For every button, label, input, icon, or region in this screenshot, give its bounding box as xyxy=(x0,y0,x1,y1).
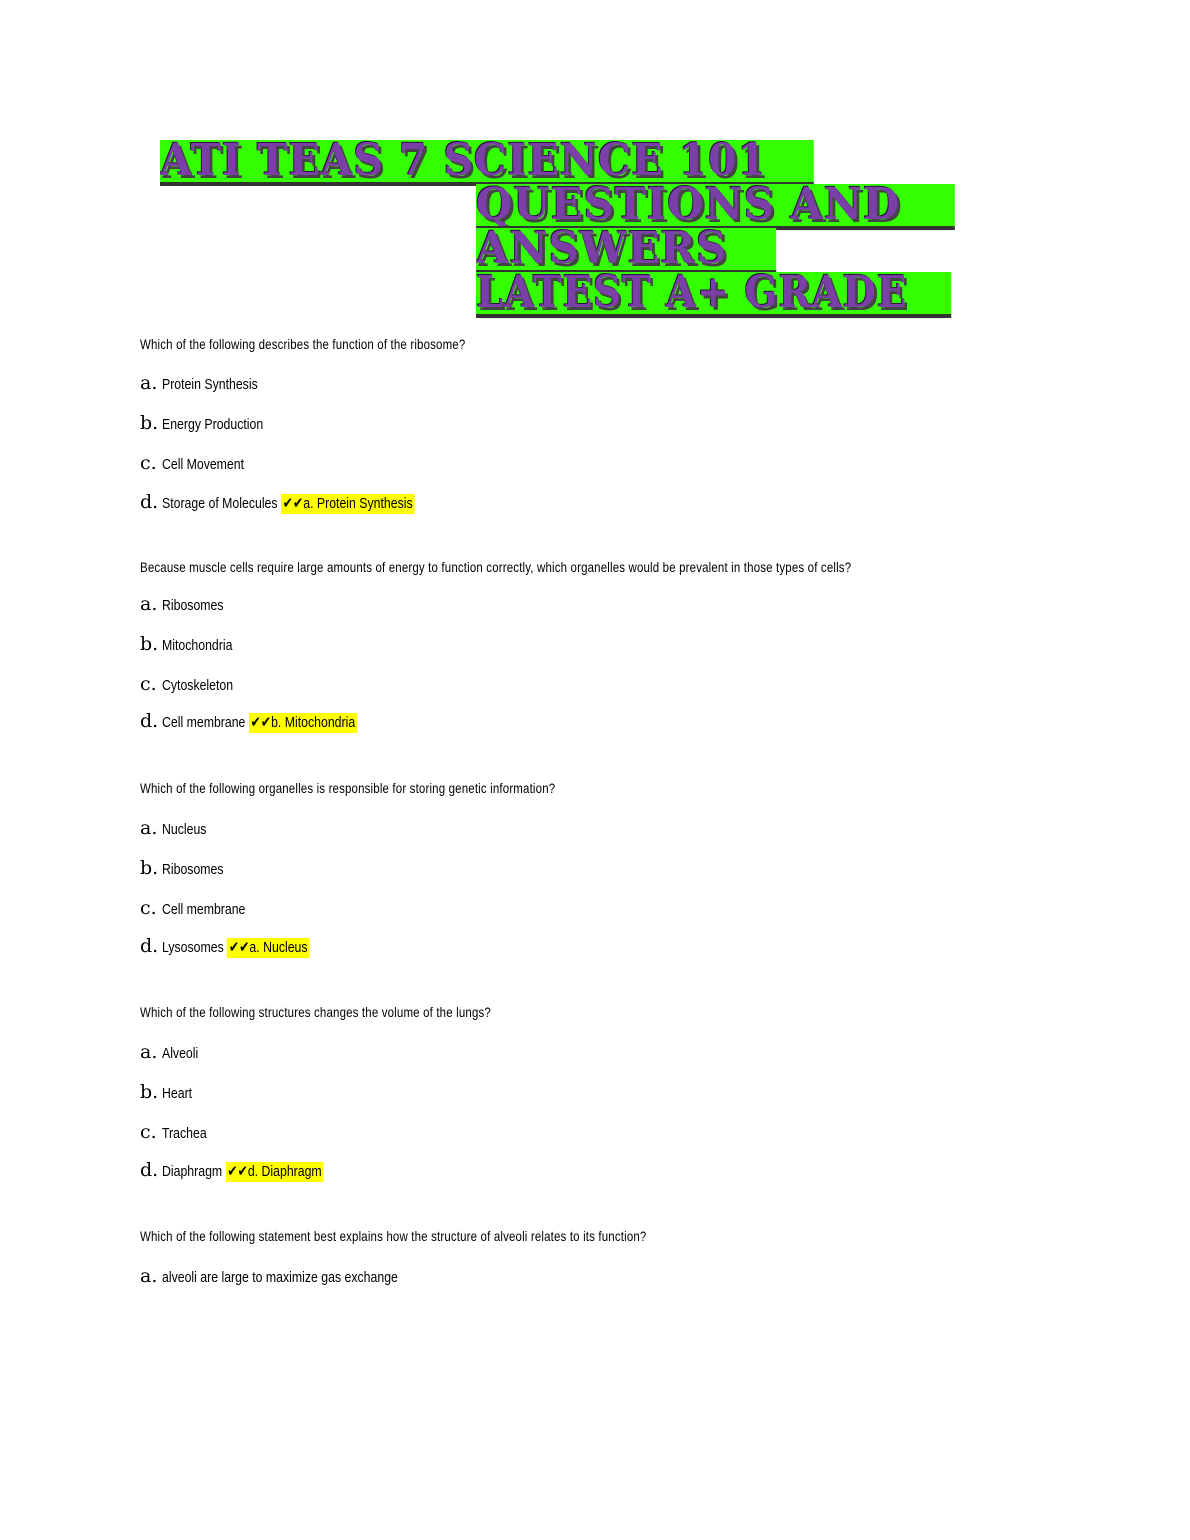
answer-highlight: ✔✔d. Diaphragm xyxy=(227,1163,322,1180)
option-text: Nucleus xyxy=(162,821,207,838)
question-4-option-d xyxy=(140,1159,359,1181)
option-text xyxy=(162,938,309,956)
question-2-option-a xyxy=(140,593,237,615)
option-text: Heart xyxy=(162,1085,193,1102)
question-4-option-c xyxy=(140,1121,216,1143)
option-text: Protein Synthesis xyxy=(162,376,258,393)
title-line-1: ATI TEAS 7 SCIENCE 101 xyxy=(160,140,814,186)
question-3-option-a xyxy=(140,817,216,839)
option-letter: a. xyxy=(140,372,158,394)
option-letter: d. xyxy=(140,1159,159,1181)
question-2-option-b xyxy=(140,633,248,655)
option-text: alveoli are large to maximize gas exchange xyxy=(162,1269,398,1286)
question-2-option-d xyxy=(140,710,400,732)
title-line-3: ANSWERS xyxy=(476,228,776,274)
option-letter: c. xyxy=(140,1121,157,1143)
question-3-option-c xyxy=(140,897,264,919)
option-letter: b. xyxy=(140,857,159,879)
option-text: Cytoskeleton xyxy=(162,677,234,694)
question-1-option-a xyxy=(140,372,279,394)
option-letter: a. xyxy=(140,817,158,839)
option-letter: a. xyxy=(140,1041,158,1063)
option-text: Ribosomes xyxy=(162,861,224,878)
option-letter: d. xyxy=(140,935,159,957)
question-3-option-d xyxy=(140,935,342,957)
question-1: Which of the following describes the function of the ribosome? xyxy=(140,336,466,352)
option-text: Trachea xyxy=(162,1125,207,1142)
option-letter: b. xyxy=(140,1081,159,1103)
question-1-option-b xyxy=(140,412,285,434)
question-4: Which of the following structures changes the volume of the lungs? xyxy=(140,1004,491,1020)
option-text: Cell membrane xyxy=(162,901,246,918)
option-text: Energy Production xyxy=(162,416,264,433)
option-letter: a. xyxy=(140,593,158,615)
option-letter: a. xyxy=(140,1265,158,1287)
question-3: Which of the following organelles is responsible for storing genetic information? xyxy=(140,780,556,796)
option-letter: c. xyxy=(140,673,157,695)
option-text: Cell Movement xyxy=(162,456,245,473)
option-text-value: Cell membrane xyxy=(162,714,246,731)
question-5: Which of the following statement best explains how the structure of alveoli relates to its function? xyxy=(140,1228,647,1244)
option-text xyxy=(162,494,414,512)
question-4-option-a xyxy=(140,1041,206,1063)
option-letter: d. xyxy=(140,491,159,513)
question-4-option-b xyxy=(140,1081,199,1103)
question-2-option-c xyxy=(140,673,249,695)
option-text: Ribosomes xyxy=(162,597,224,614)
option-text xyxy=(162,713,357,731)
option-text-value: Lysosomes xyxy=(162,939,224,956)
option-letter: b. xyxy=(140,633,159,655)
option-text xyxy=(162,1162,323,1180)
title-line-2: QUESTIONS AND xyxy=(476,184,955,230)
title-line-4: LATEST A+ GRADE xyxy=(476,272,951,318)
question-2: Because muscle cells require large amounts of energy to function correctly, which organelles would be prevalent in those types of cells? xyxy=(140,559,852,575)
option-letter: b. xyxy=(140,412,159,434)
answer-highlight: ✔✔a. Protein Synthesis xyxy=(282,495,413,512)
question-3-option-b xyxy=(140,857,237,879)
option-text: Mitochondria xyxy=(162,637,233,654)
answer-highlight: ✔✔a. Nucleus xyxy=(228,939,308,956)
question-1-option-d xyxy=(140,491,470,513)
option-text: Alveoli xyxy=(162,1045,199,1062)
option-letter: c. xyxy=(140,452,157,474)
question-1-option-c xyxy=(140,452,262,474)
answer-highlight: ✔✔b. Mitochondria xyxy=(250,714,356,731)
question-5-option-a xyxy=(140,1265,450,1287)
option-letter: c. xyxy=(140,897,157,919)
option-text-value: Diaphragm xyxy=(162,1163,223,1180)
option-text-value: Storage of Molecules xyxy=(162,495,278,512)
option-letter: d. xyxy=(140,710,159,732)
